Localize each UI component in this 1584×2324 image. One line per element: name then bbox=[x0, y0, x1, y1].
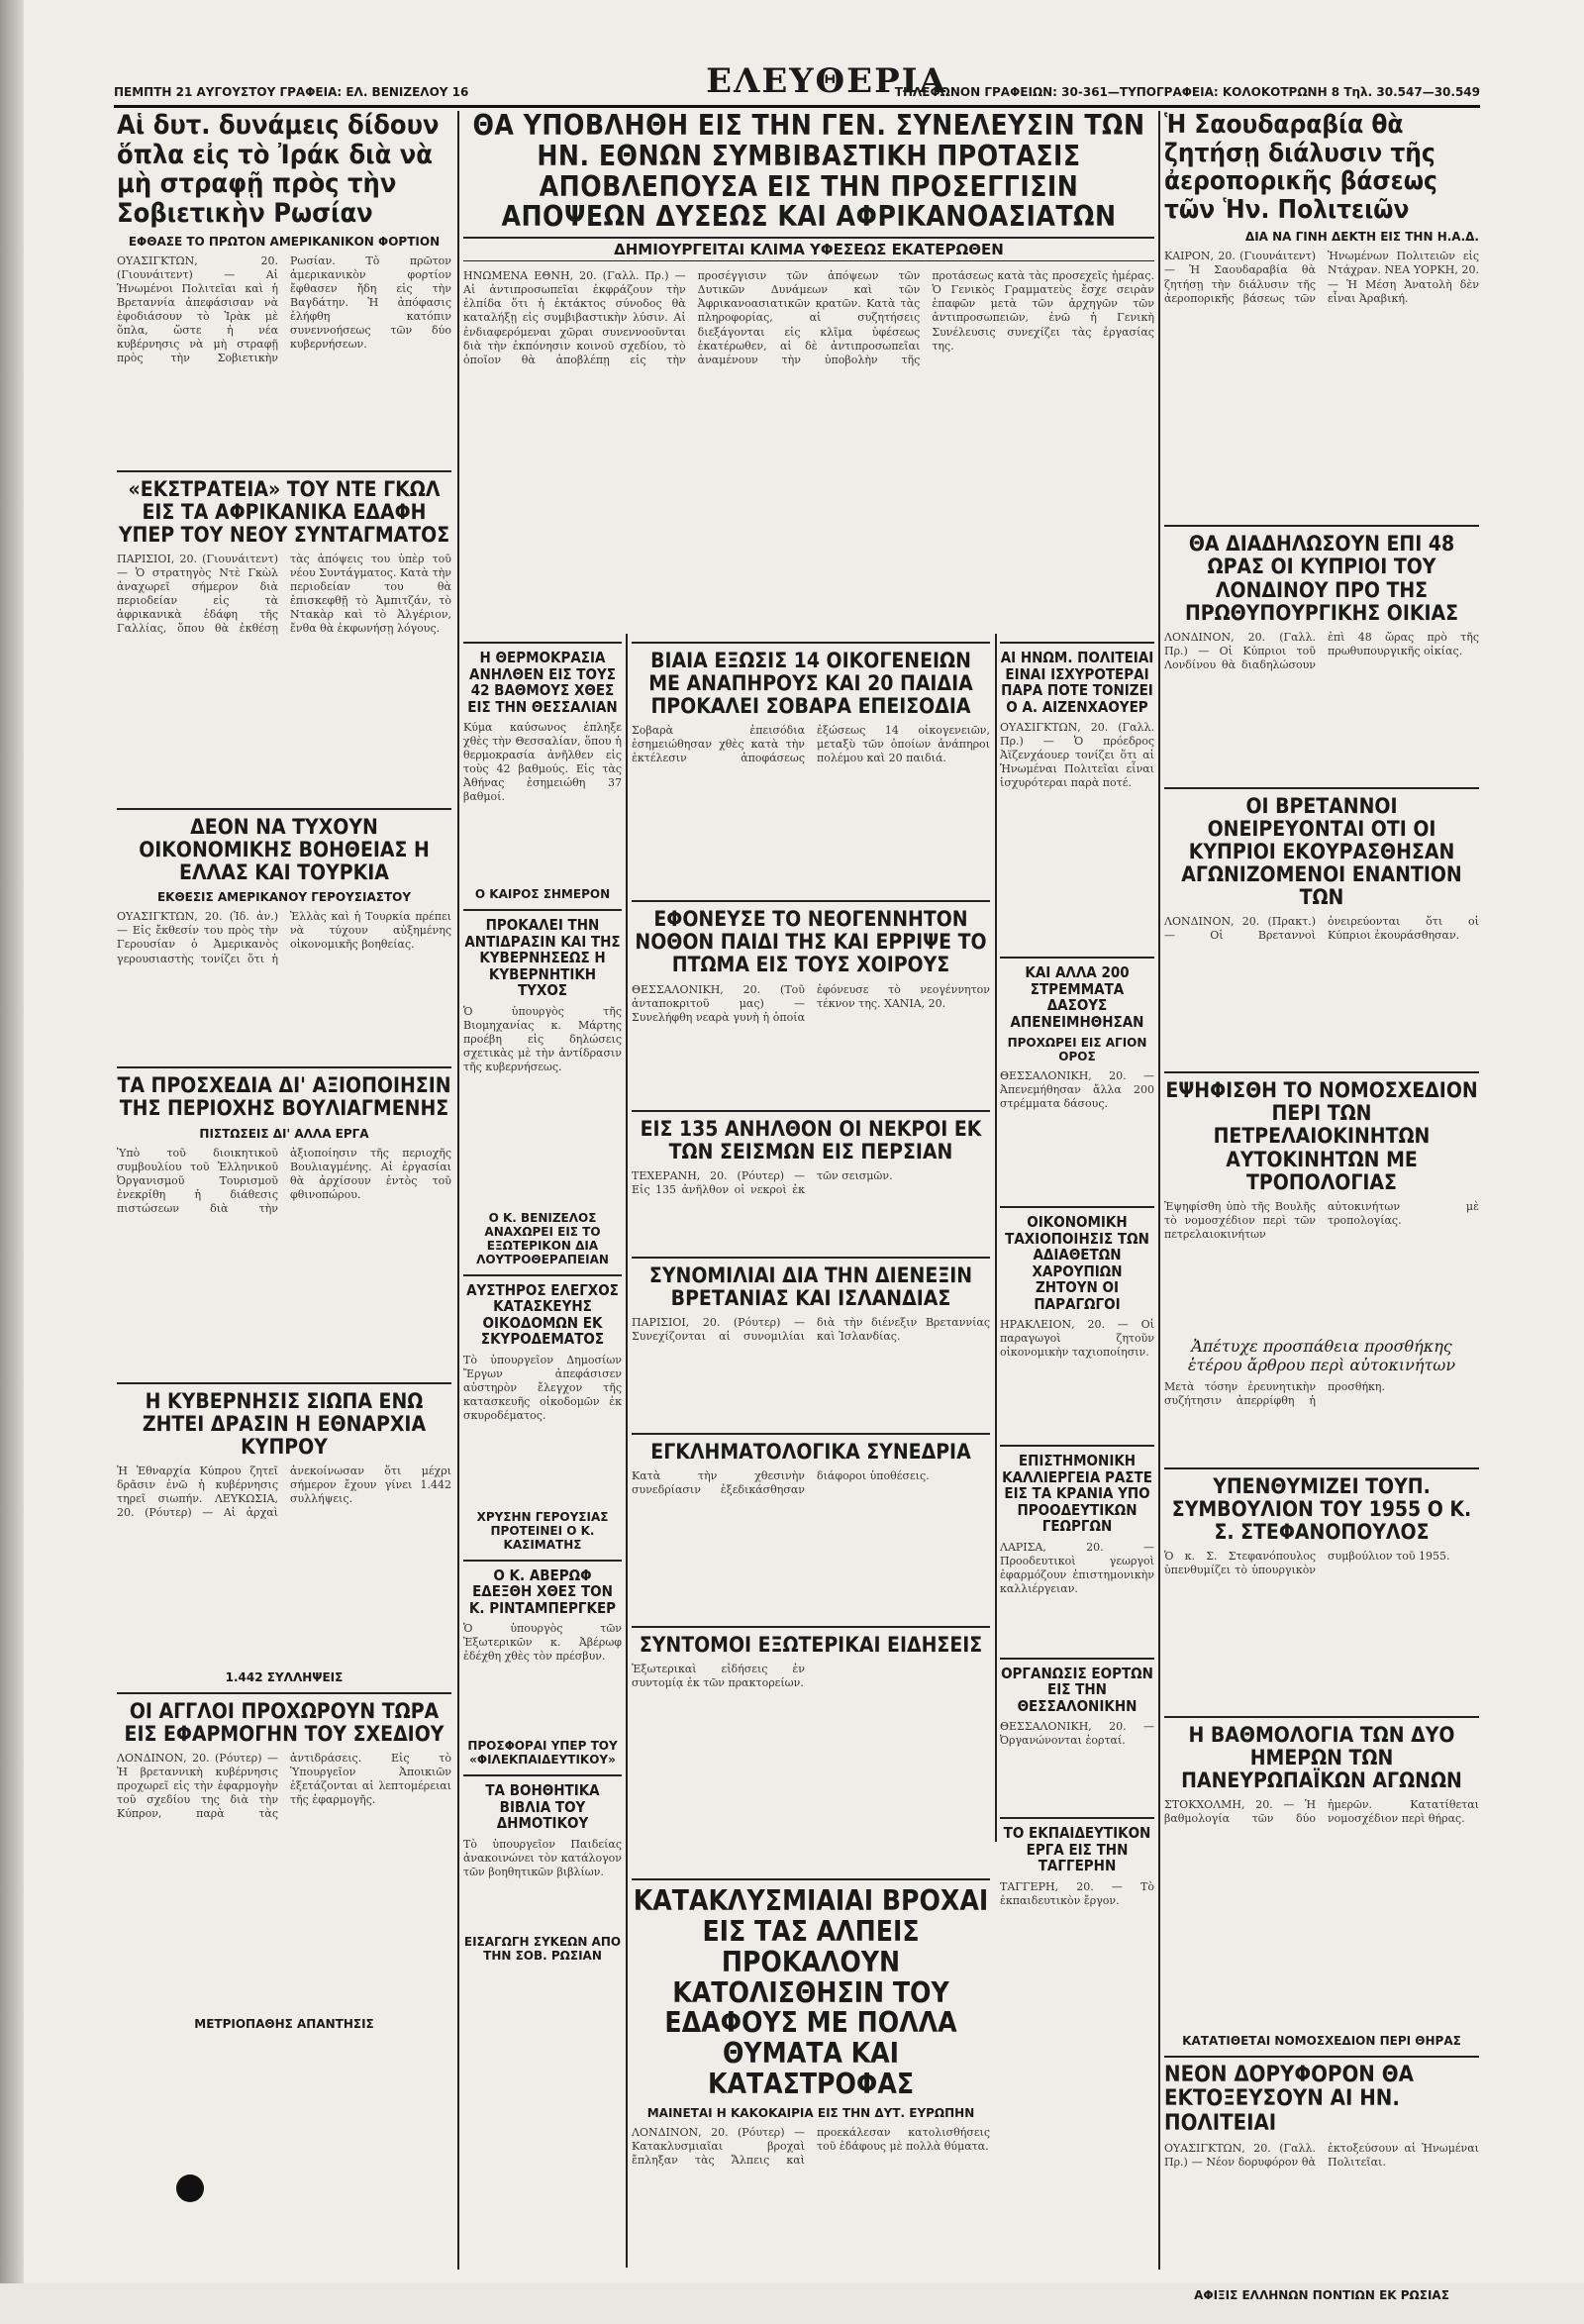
middle-column-3 bbox=[1000, 634, 1154, 1907]
article-headline: ΕΠΙΣΤΗΜΟΝΙΚΗ ΚΑΛΛΙΕΡΓΕΙΑ ΡΑΣΤΕ ΕΙΣ ΤΑ ΚΡΑΝΙΑ ΥΠΟ ΠΡΟΟΔΕΥΤΙΚΩΝ ΓΕΩΡΓΩΝ bbox=[1002, 1452, 1152, 1535]
article bbox=[463, 1774, 622, 1963]
article-headline: ΟΙΚΟΝΟΜΙΚΗ ΤΑΧΙΟΠΟΙΗΣΙΣ ΤΩΝ ΑΔΙΑΘΕΤΩΝ ΧΑΡΟΥΠΙΩΝ ΖΗΤΟΥΝ ΟΙ ΠΑΡΑΓΩΓΟΙ bbox=[1005, 1213, 1149, 1313]
article bbox=[463, 1274, 622, 1552]
masthead bbox=[114, 63, 1480, 101]
article-kicker: Ο ΚΑΙΡΟΣ ΣΗΜΕΡΟΝ bbox=[474, 887, 611, 901]
lead-body: ΗΝΩΜΕΝΑ ΕΘΝΗ, 20. (Γαλλ. Πρ.) — Αἱ ἀντιπροσωπεῖαι ἐκφράζουν τὴν ἐλπίδα ὅτι ἡ ἐκτάκτος σύνοδος θὰ καταλήξῃ εἰς συμβιβαστικὴν λύσιν. Αἱ ἐνδιαφερόμεναι χῶραι συνεννοοῦνται διὰ τὴν ἐκπόνησιν κοινοῦ σχεδίου, τὸ ὁποῖον θὰ ἀποβλέπῃ εἰς τὴν προσέγγισιν τῶν ἀπόψεων τῶν Δυτικῶν Δυνάμεων καὶ τῶν Ἀφρικανοασιατικῶν κρατῶν. Κατὰ τὰς πληροφορίας, αἱ συζητήσεις διεξάγονται εἰς κλῖμα ὑφέσεως ἑκατέρωθεν, αἱ δὲ ἀντιπροσωπεῖαι ἀναμένουν τὴν ὑποβολὴν τῆς προτάσεως κατὰ τὰς προσεχεῖς ἡμέρας. Ὁ Γενικὸς Γραμματεὺς ἔσχε σειρὰν ἐπαφῶν μετὰ τῶν ἀρχηγῶν τῶν ἀντιπροσωπειῶν, ἐνῶ ἡ Γενικὴ Συνέλευσις συνεχίζει τὰς ἐργασίας της. bbox=[463, 269, 1154, 366]
article-headline: ΟΡΓΑΝΩΣΙΣ ΕΟΡΤΩΝ ΕΙΣ ΤΗΝ ΘΕΣΣΑΛΟΝΙΚΗΝ bbox=[1001, 1664, 1153, 1715]
masthead-rule bbox=[114, 105, 1480, 108]
article-kicker: ΠΡΟΣΦΟΡΑΙ ΥΠΕΡ ΤΟΥ «ΦΙΛΕΚΠΑΙΔΕΥΤΙΚΟΥ» bbox=[467, 1739, 618, 1767]
article-body: Ἐξωτερικαὶ εἰδήσεις ἐν συντομίᾳ ἐκ τῶν πρακτορείων. bbox=[632, 1663, 805, 1690]
article-body: Ὁ ὑπουργὸς τῶν Ἐξωτερικῶν κ. Ἀβέρωφ ἐδέχθη χθὲς τὸν πρέσβυν. bbox=[463, 1622, 622, 1664]
article-headline: «ΕΚΣΤΡΑΤΕΙΑ» ΤΟΥ ΝΤΕ ΓΚΩΛ ΕΙΣ ΤΑ ΑΦΡΙΚΑΝΙΚΑ ΕΔΑΦΗ ΥΠΕΡ ΤΟΥ ΝΕΟΥ ΣΥΝΤΑΓΜΑΤΟΣ bbox=[118, 476, 450, 547]
masthead-phones: ΤΗΛΕΦΩΝΟΝ ΓΡΑΦΕΙΩΝ: 30-361—ΤΥΠΟΓΡΑΦΕΙΑ: ΚΟΛΟΚΟΤΡΩΝΗ 8 Τηλ. 30.547—30.549 bbox=[894, 85, 1480, 99]
article-body: Τὸ ὑπουργεῖον Παιδείας ἀνακοινώνει τὸν κατάλογον τῶν βοηθητικῶν βιβλίων. bbox=[463, 1837, 622, 1878]
article-headline: ΣΥΝΟΜΙΛΙΑΙ ΔΙΑ ΤΗΝ ΔΙΕΝΕΞΙΝ ΒΡΕΤΑΝΙΑΣ ΚΑΙ ΙΣΛΑΝΔΙΑΣ bbox=[648, 1263, 973, 1310]
article-body: ΘΕΣΣΑΛΟΝΙΚΗ, 20. (Τοῦ ἀνταποκριτοῦ μας) — Συνελήφθη νεαρὰ γυνὴ ἡ ὁποία ἐφόνευσε τὸ νεογέννητον τέκνον της. ΧΑΝΙΑ, 20. bbox=[632, 982, 990, 1024]
article bbox=[1000, 642, 1154, 949]
article-kicker: ΜΑΙΝΕΤΑΙ Η ΚΑΚΟΚΑΙΡΙΑ ΕΙΣ ΤΗΝ ΔΥΤ. ΕΥΡΩΠΗΝ bbox=[646, 2105, 975, 2120]
column-divider bbox=[995, 634, 997, 1842]
column-divider bbox=[1158, 111, 1160, 2270]
lead-story bbox=[463, 111, 1154, 604]
article-kicker: ΠΙΣΤΩΣΕΙΣ ΔΙ' ΑΛΛΑ ΕΡΓΑ bbox=[199, 1126, 369, 1141]
article-kicker: ΔΙΑ ΝΑ ΓΙΝΗ ΔΕΚΤΗ ΕΙΣ ΤΗΝ Η.Α.Δ. bbox=[1244, 230, 1479, 245]
article-body: ΘΕΣΣΑΛΟΝΙΚΗ, 20. — Ἀπενεμήθησαν ἄλλα 200 στρέμματα δάσους. bbox=[1000, 1069, 1154, 1111]
article-body: ΟΥΑΣΙΓΚΤΩΝ, 20. (Γιουνάιτεντ) — Αἱ Ἡνωμένοι Πολιτεῖαι καὶ ἡ Βρεταννία ἀπεφάσισαν νὰ ἐφοδιάσουν τὸ Ἰρὰκ μὲ ὅπλα, ὥστε ἡ νέα κυβέρνησις νὰ μὴ στραφῇ πρὸς τὴν Σοβιετικὴν Ρωσίαν. Τὸ πρῶτον ἀμερικανικὸν φορτίον ἔφθασεν ἤδη εἰς τὴν Βαγδάτην. Ἡ ἀπόφασις ἐλήφθη κατόπιν συνεννοήσεως τῶν δύο κυβερνήσεων. bbox=[117, 253, 451, 365]
lead-headline: ΘΑ ΥΠΟΒΛΗΘΗ ΕΙΣ ΤΗΝ ΓΕΝ. ΣΥΝΕΛΕΥΣΙΝ ΤΩΝ ΗΝ. ΕΘΝΩΝ ΣΥΜΒΙΒΑΣΤΙΚΗ ΠΡΟΤΑΣΙΣ ΑΠΟΒΛΕΠΟΥΣΑ ΕΙΣ ΤΗΝ ΠΡΟΣΕΓΓΙΣΙΝ ΑΠΟΨΕΩΝ ΔΥΣΕΩΣ ΚΑΙ ΑΦΡΙΚΑΝΟΑΣΙΑΤΩΝ bbox=[472, 109, 1145, 234]
article-kicker: ΕΙΣΑΓΩΓΗ ΣΥΚΕΩΝ ΑΠΟ ΤΗΝ ΣΟΒ. ΡΩΣΙΑΝ bbox=[463, 1934, 622, 1963]
lead-subheadline: ΔΗΜΙΟΥΡΓΕΙΤΑΙ ΚΛΙΜΑ ΥΦΕΣΕΩΣ ΕΚΑΤΕΡΩΘΕΝ bbox=[463, 237, 1154, 261]
article-kicker: ΕΦΘΑΣΕ ΤΟ ΠΡΩΤΟΝ ΑΜΕΡΙΚΑΝΙΚΟΝ ΦΟΡΤΙΟΝ bbox=[128, 234, 441, 249]
article-headline: Αἱ δυτ. δυνάμεις δίδουν ὅπλα εἰς τὸ Ἰράκ διὰ νὰ μὴ στραφῇ πρὸς τὴν Σοβιετικὴν Ρωσίαν bbox=[117, 110, 440, 230]
article-headline: ΣΥΝΤΟΜΟΙ ΕΞΩΤΕΡΙΚΑΙ ΕΙΔΗΣΕΙΣ bbox=[639, 1633, 983, 1658]
article bbox=[1000, 1817, 1154, 1970]
article bbox=[117, 470, 451, 800]
article-headline: ΑΥΣΤΗΡΟΣ ΕΛΕΓΧΟΣ ΚΑΤΑΣΚΕΥΗΣ ΟΙΚΟΔΟΜΩΝ ΕΚ ΣΚΥΡΟΔΕΜΑΤΟΣ bbox=[466, 1280, 619, 1348]
article-body: ΤΕΧΕΡΑΝΗ, 20. (Ρόυτερ) — Εἰς 135 ἀνῆλθον οἱ νεκροὶ ἐκ τῶν σεισμῶν. bbox=[632, 1168, 893, 1196]
article bbox=[1164, 1071, 1479, 1459]
article-headline: ΚΑΤΑΚΛΥΣΜΙΑΙΑΙ ΒΡΟΧΑΙ ΕΙΣ ΤΑΣ ΑΛΠΕΙΣ ΠΡΟΚΑΛΟΥΝ ΚΑΤΟΛΙΣΘΗΣΙΝ ΤΟΥ ΕΔΑΦΟΥΣ ΜΕ ΠΟΛΛΑ ΘΥΜΑΤΑ ΚΑΙ ΚΑΤΑΣΤΡΟΦΑΣ bbox=[633, 1884, 989, 2100]
article-body: Ὑπὸ τοῦ διοικητικοῦ συμβουλίου τοῦ Ἑλληνικοῦ Ὀργανισμοῦ Τουρισμοῦ ἐνεκρίθη ἡ διάθεσις πιστώσεων διὰ τὴν ἀξιοποίησιν τῆς περιοχῆς Βουλιαγμένης. Αἱ ἐργασίαι θὰ ἀρχίσουν ἐντὸς τοῦ φθινοπώρου. bbox=[117, 1146, 451, 1215]
article-body: ΛΑΡΙΣΑ, 20. — Προοδευτικοὶ γεωργοὶ ἐφαρμόζουν ἐπιστημονικὴν καλλιέργειαν. bbox=[1000, 1540, 1154, 1595]
article bbox=[1000, 1206, 1154, 1437]
article-headline: Η ΒΑΘΜΟΛΟΓΙΑ ΤΩΝ ΔΥΟ ΗΜΕΡΩΝ ΤΩΝ ΠΑΝΕΥΡΩΠΑΪΚΩΝ ΑΓΩΝΩΝ bbox=[1181, 1722, 1462, 1793]
article-body: Κατὰ τὴν χθεσινὴν συνεδρίασιν ἐξεδικάσθησαν διάφοροι ὑποθέσεις. bbox=[632, 1469, 930, 1497]
article-kicker: Ἀπέτυχε προσπάθεια προσθήκης ἑτέρου ἄρθρου περὶ αὐτοκινήτων bbox=[1187, 1336, 1456, 1374]
article bbox=[117, 1692, 451, 2031]
article-headline: Ἡ Σαουδαραβία θὰ ζητήσῃ διάλυσιν τῆς ἀεροπορικῆς βάσεως τῶν Ἡν. Πολιτειῶν bbox=[1164, 110, 1437, 225]
article-body: ΣΤΟΚΧΟΛΜΗ, 20. — Ἡ βαθμολογία τῶν δύο ἡμερῶν. Κατατίθεται νομοσχέδιον περὶ θήρας. bbox=[1164, 1798, 1479, 1826]
article-body: ΘΕΣΣΑΛΟΝΙΚΗ, 20. — Ὀργανώνονται ἑορταί. bbox=[1000, 1720, 1154, 1748]
article bbox=[1164, 525, 1479, 778]
article-kicker: ΕΚΘΕΣΙΣ ΑΜΕΡΙΚΑΝΟΥ ΓΕΡΟΥΣΙΑΣΤΟΥ bbox=[156, 890, 412, 905]
article bbox=[117, 808, 451, 1059]
article-body: ΛΟΝΔΙΝΟΝ, 20. (Ρόυτερ) — Ἡ βρεταννικὴ κυβέρνησις προχωρεῖ εἰς τὴν ἐφαρμογὴν τοῦ σχεδίου της διὰ τὴν Κύπρον, παρὰ τὰς ἀντιδράσεις. Εἰς τὸ Ὑπουργεῖον Ἀποικιῶν ἐξετάζονται αἱ λεπτομέρειαι τῆς ἐφαρμογῆς. bbox=[117, 1751, 451, 1821]
article bbox=[117, 111, 451, 462]
article-body: ΗΡΑΚΛΕΙΟΝ, 20. — Οἱ παραγωγοὶ ζητοῦν οἰκονομικὴν ταχιοποίησιν. bbox=[1000, 1318, 1154, 1360]
article bbox=[632, 1433, 990, 1618]
article bbox=[117, 1066, 451, 1373]
article-headline: ΟΙ ΑΓΓΛΟΙ ΠΡΟΧΩΡΟΥΝ ΤΩΡΑ ΕΙΣ ΕΦΑΡΜΟΓΗΝ ΤΟΥ ΣΧΕΔΙΟΥ bbox=[124, 1698, 445, 1746]
article bbox=[463, 1560, 622, 1768]
article-headline: ΔΕΟΝ ΝΑ ΤΥΧΟΥΝ ΟΙΚΟΝΟΜΙΚΗΣ ΒΟΗΘΕΙΑΣ Η ΕΛΛΑΣ ΚΑΙ ΤΟΥΡΚΙΑ bbox=[139, 815, 430, 885]
article bbox=[1000, 957, 1154, 1198]
article-body: ΛΟΝΔΙΝΟΝ, 20. (Πρακτ.) — Οἱ Βρεταννοὶ ὀνειρεύονται ὅτι οἱ Κύπριοι ἐκουράσθησαν. bbox=[1164, 915, 1479, 943]
article bbox=[632, 642, 990, 892]
page-edge-shadow bbox=[0, 0, 24, 2283]
article bbox=[632, 1626, 990, 1870]
article-body: Ὁ κ. Σ. Στεφανόπουλος ὑπενθυμίζει τὸ ὑπουργικὸν συμβούλιον τοῦ 1955. bbox=[1164, 1549, 1450, 1577]
article-body: Μετὰ τόσην ἐρευνητικὴν συζήτησιν ἀπερρίφθη ἡ προσθήκη. bbox=[1164, 1379, 1386, 1407]
article bbox=[632, 1878, 990, 2324]
article bbox=[1164, 111, 1479, 517]
article bbox=[1000, 1445, 1154, 1650]
article bbox=[632, 1257, 990, 1425]
article-headline: ΕΙΣ 135 ΑΝΗΛΘΟΝ ΟΙ ΝΕΚΡΟΙ ΕΚ ΤΩΝ ΣΕΙΣΜΩΝ ΕΙΣ ΠΕΡΣΙΑΝ bbox=[640, 1116, 982, 1163]
article bbox=[463, 642, 622, 901]
article-headline: ΟΙ ΒΡΕΤΑΝΝΟΙ ΟΝΕΙΡΕΥΟΝΤΑΙ ΟΤΙ ΟΙ ΚΥΠΡΙΟΙ ΕΚΟΥΡΑΣΘΗΣΑΝ ΑΓΩΝΙΖΟΜΕΝΟΙ ΕΝΑΝΤΙΟΝ ΤΩΝ bbox=[1181, 793, 1462, 910]
article-headline: ΥΠΕΝΘΥΜΙΖΕΙ ΤΟΥΠ. ΣΥΜΒΟΥΛΙΟΝ ΤΟΥ 1955 Ο Κ. Σ. ΣΤΕΦΑΝΟΠΟΥΛΟΣ bbox=[1171, 1473, 1472, 1544]
article-body: Ἐψηφίσθη ὑπὸ τῆς Βουλῆς τὸ νομοσχέδιον περὶ τῶν πετρελαιοκινήτων αὐτοκινήτων μὲ τροπολογίας. bbox=[1164, 1199, 1479, 1241]
article-kicker: ΧΡΥΣΗΝ ΓΕΡΟΥΣΙΑΣ ΠΡΟΤΕΙΝΕΙ Ο Κ. ΚΑΣΙΜΑΤΗΣ bbox=[476, 1509, 609, 1552]
article-headline: ΚΑΙ ΑΛΛΑ 200 ΣΤΡΕΜΜΑΤΑ ΔΑΣΟΥΣ ΑΠΕΝΕΙΜΗΘΗΣΑΝ bbox=[1010, 963, 1144, 1031]
article-headline: Η ΘΕΡΜΟΚΡΑΣΙΑ ΑΝΗΛΘΕΝ ΕΙΣ ΤΟΥΣ 42 ΒΑΘΜΟΥΣ ΧΘΕΣ ΕΙΣ ΤΗΝ ΘΕΣΣΑΛΙΑΝ bbox=[467, 649, 618, 716]
article-headline: ΕΦΟΝΕΥΣΕ ΤΟ ΝΕΟΓΕΝΝΗΤΟΝ ΝΟΘΟΝ ΠΑΙΔΙ ΤΗΣ ΚΑΙ ΕΡΡΙΨΕ ΤΟ ΠΤΩΜΑ ΕΙΣ ΤΟΥΣ ΧΟΙΡΟΥΣ bbox=[635, 907, 987, 977]
article-body: ΛΟΝΔΙΝΟΝ, 20. (Γαλλ. Πρ.) — Οἱ Κύπριοι τοῦ Λονδίνου θὰ διαδηλώσουν ἐπὶ 48 ὥρας πρὸ τῆς πρωθυπουργικῆς οἰκίας. bbox=[1164, 630, 1479, 671]
article-kicker: ΜΕΤΡΙΟΠΑΘΗΣ ΑΠΑΝΤΗΣΙΣ bbox=[194, 2016, 374, 2031]
article-headline: ΒΙΑΙΑ ΕΞΩΣΙΣ 14 ΟΙΚΟΓΕΝΕΙΩΝ ΜΕ ΑΝΑΠΗΡΟΥΣ ΚΑΙ 20 ΠΑΙΔΙΑ ΠΡΟΚΑΛΕΙ ΣΟΒΑΡΑ ΕΠΕΙΣΟΔΙΑ bbox=[648, 649, 973, 719]
article-kicker: Ο Κ. ΒΕΝΙΖΕΛΟΣ ΑΝΑΧΩΡΕΙ ΕΙΣ ΤΟ ΕΞΩΤΕΡΙΚΟΝ ΔΙΑ ΛΟΥΤΡΟΘΕΡΑΠΕΙΑΝ bbox=[476, 1210, 609, 1266]
article-headline: ΑΙ ΗΝΩΜ. ΠΟΛΙΤΕΙΑΙ ΕΙΝΑΙ ΙΣΧΥΡΟΤΕΡΑΙ ΠΑΡΑ ΠΟΤΕ ΤΟΝΙΖΕΙ Ο Α. ΑΙΖΕΝΧΑΟΥΕΡ bbox=[1000, 649, 1154, 716]
right-column bbox=[1164, 110, 1479, 2302]
article-kicker: ΚΑΤΑΤΙΘΕΤΑΙ ΝΟΜΟΣΧΕΔΙΟΝ ΠΕΡΙ ΘΗΡΑΣ bbox=[1182, 2034, 1461, 2049]
article-body: ΛΟΝΔΙΝΟΝ, 20. (Ρόυτερ) — Κατακλυσμιαῖαι βροχαὶ ἔπληξαν τὰς Ἄλπεις καὶ προεκάλεσαν κατολισθήσεις τοῦ ἐδάφους μὲ πολλὰ θύματα. bbox=[632, 2125, 990, 2167]
ink-blot bbox=[176, 2174, 204, 2202]
article-body: ΟΥΑΣΙΓΚΤΩΝ, 20. (Γαλλ. Πρ.) — Νέον δορυφόρον θὰ ἐκτοξεύσουν αἱ Ἡνωμέναι Πολιτεῖαι. bbox=[1164, 2141, 1479, 2169]
article-body: Σοβαρὰ ἐπεισόδια ἐσημειώθησαν χθὲς κατὰ τὴν ἐκτέλεσιν ἀποφάσεως ἐξώσεως 14 οἰκογενειῶν, μεταξὺ τῶν ὁποίων ἀνάπηροι πολέμου καὶ 20 παιδιά. bbox=[632, 724, 990, 765]
article-body: ΠΑΡΙΣΙΟΙ, 20. (Γιουνάιτεντ) — Ὁ στρατηγὸς Ντὲ Γκὼλ ἀναχωρεῖ σήμερον διὰ περιοδείαν εἰς τὰ ἀφρικανικὰ ἐδάφη τῆς Γαλλίας, ὅπου θὰ ἐκθέσῃ τὰς ἀπόψεις του ὑπὲρ τοῦ νέου Συντάγματος. Κατὰ τὴν περιοδείαν του θὰ ἐπισκεφθῇ τὸ Ἀμπιτζάν, τὸ Ντακὰρ καὶ τὸ Ἀλγέριον, ἔνθα θὰ ἐκφωνήσῃ λόγους. bbox=[117, 553, 451, 636]
article-kicker: ΠΡΟΧΩΡΕΙ ΕΙΣ ΑΓΙΟΝ ΟΡΟΣ bbox=[1007, 1036, 1147, 1063]
newspaper-title: ΕΛΕΥΘΕΡΙΑ bbox=[706, 61, 947, 101]
article-body: ΟΥΑΣΙΓΚΤΩΝ, 20. (Ἰδ. ἀν.) — Εἰς ἔκθεσίν του πρὸς τὴν Γερουσίαν ὁ Ἀμερικανὸς γερουσιαστὴς τονίζει ὅτι ἡ Ἑλλὰς καὶ ἡ Τουρκία πρέπει νὰ τύχουν αὐξημένης οἰκονομικῆς βοηθείας. bbox=[117, 910, 451, 965]
article-headline: ΝΕΟΝ ΔΟΡΥΦΟΡΟΝ ΘΑ ΕΚΤΟΞΕΥΣΟΥΝ ΑΙ ΗΝ. ΠΟΛΙΤΕΙΑΙ bbox=[1164, 2063, 1414, 2136]
column-divider bbox=[626, 634, 628, 2268]
article-headline: ΤΑ ΒΟΗΘΗΤΙΚΑ ΒΙΒΛΙΑ ΤΟΥ ΔΗΜΟΤΙΚΟΥ bbox=[485, 1781, 600, 1832]
article-kicker: 1.442 ΣΥΛΛΗΨΕΙΣ bbox=[225, 1669, 344, 1684]
article-headline: ΘΑ ΔΙΑΔΗΛΩΣΟΥΝ ΕΠΙ 48 ΩΡΑΣ ΟΙ ΚΥΠΡΙΟΙ ΤΟΥ ΛΟΝΔΙΝΟΥ ΠΡΟ ΤΗΣ ΠΡΩΘΥΠΟΥΡΓΙΚΗΣ ΟΙΚΙΑΣ bbox=[1184, 532, 1459, 625]
article-kicker: ΑΦΙΞΙΣ ΕΛΛΗΝΩΝ ΠΟΝΤΙΩΝ ΕΚ ΡΩΣΙΑΣ bbox=[1194, 2287, 1449, 2302]
article-headline: ΤΟ ΕΚΠΑΙΔΕΥΤΙΚΟΝ ΕΡΓΑ ΕΙΣ ΤΗΝ ΤΑΓΓΕΡΗΝ bbox=[1003, 1824, 1151, 1874]
article bbox=[1164, 2056, 1479, 2302]
article-headline: Ο Κ. ΑΒΕΡΩΦ ΕΔΕΞΘΗ ΧΘΕΣ ΤΟΝ Κ. ΡΙΝΤΑΜΠΕΡΓΚΕΡ bbox=[468, 1566, 617, 1617]
article-headline: ΕΨΗΦΙΣΘΗ ΤΟ ΝΟΜΟΣΧΕΔΙΟΝ ΠΕΡΙ ΤΩΝ ΠΕΤΡΕΛΑΙΟΚΙΝΗΤΩΝ ΑΥΤΟΚΙΝΗΤΩΝ ΜΕ ΤΡΟΠΟΛΟΓΙΑΣ bbox=[1165, 1078, 1478, 1194]
article-body: Ἡ Ἐθναρχία Κύπρου ζητεῖ δρᾶσιν ἐνῶ ἡ κυβέρνησις τηρεῖ σιωπήν. ΛΕΥΚΩΣΙΑ, 20. (Ρόυτερ) — Αἱ ἀρχαὶ ἀνεκοίνωσαν ὅτι μέχρι σήμερον ἔχουν γίνει 1.442 συλλήψεις. bbox=[117, 1464, 451, 1520]
article-body: Κύμα καύσωνος ἐπληξε χθὲς τὴν Θεσσαλίαν, ὅπου ἡ θερμοκρασία ἀνῆλθεν εἰς τοὺς 42 βαθμούς. Εἰς τὰς Ἀθήνας ἐσημειώθη 37 βαθμοί. bbox=[463, 721, 622, 804]
article-body: Τὸ ὑπουργεῖον Δημοσίων Ἔργων ἀπεφάσισεν αὐστηρὸν ἔλεγχον τῆς κατασκευῆς οἰκοδομῶν ἐκ σκυροδέματος. bbox=[463, 1353, 622, 1422]
masthead-date-address: ΠΕΜΠΤΗ 21 ΑΥΓΟΥΣΤΟΥ ΓΡΑΦΕΙΑ: ΕΛ. ΒΕΝΙΖΕΛΟΥ 16 bbox=[114, 85, 469, 99]
article-headline: ΕΓΚΛΗΜΑΤΟΛΟΓΙΚΑ ΣΥΝΕΔΡΙΑ bbox=[650, 1439, 971, 1464]
middle-column-1 bbox=[463, 634, 622, 2268]
article-headline: Η ΚΥΒΕΡΝΗΣΙΣ ΣΙΩΠΑ ΕΝΩ ΖΗΤΕΙ ΔΡΑΣΙΝ Η ΕΘΝΑΡΧΙΑ ΚΥΠΡΟΥ bbox=[142, 1388, 427, 1459]
middle-column-2 bbox=[632, 634, 990, 2268]
article-body: ΤΑΓΓΕΡΗ, 20. — Τὸ ἐκπαιδευτικὸν ἔργον. bbox=[1000, 1879, 1154, 1907]
article bbox=[1164, 1467, 1479, 1708]
article-body: ΚΑΙΡΟΝ, 20. (Γιουνάιτεντ) — Ἡ Σαουδαραβία θὰ ζητήσῃ τὴν διάλυσιν τῆς ἀεροπορικῆς βάσεως τῶν Ἡνωμένων Πολιτειῶν εἰς Ντάχραν. ΝΕΑ ΥΟΡΚΗ, 20. — Ἡ Μέση Ἀνατολὴ δὲν εἶναι Ἀραβική. bbox=[1164, 250, 1479, 305]
article-body: ΟΥΑΣΙΓΚΤΩΝ, 20. (Γαλλ. Πρ.) — Ὁ πρόεδρος Ἀϊζενχάουερ τονίζει ὅτι αἱ Ἡνωμέναι Πολιτεῖαι εἶναι ἰσχυρότεραι παρὰ ποτέ. bbox=[1000, 721, 1154, 790]
article bbox=[1164, 787, 1479, 1063]
article-body: Ὁ ὑπουργὸς τῆς Βιομηχανίας κ. Μάρτης προέβη εἰς δηλώσεις σχετικὰς μὲ τὴν ἀντίδρασιν τῆς κυβερνήσεως. bbox=[463, 1004, 622, 1073]
article-headline: ΤΑ ΠΡΟΣΧΕΔΙΑ ΔΙ' ΑΞΙΟΠΟΙΗΣΙΝ ΤΗΣ ΠΕΡΙΟΧΗΣ ΒΟΥΛΙΑΓΜΕΝΗΣ bbox=[117, 1073, 451, 1121]
article bbox=[632, 900, 990, 1101]
left-column bbox=[117, 111, 451, 2270]
article-body: ΠΑΡΙΣΙΟΙ, 20. (Ρόυτερ) — Συνεχίζονται αἱ συνομιλίαι διὰ τὴν διένεξιν Βρεταννίας καὶ Ἰσλανδίας. bbox=[632, 1315, 990, 1344]
article bbox=[463, 909, 622, 1266]
article bbox=[632, 1110, 990, 1249]
article-headline: ΠΡΟΚΑΛΕΙ ΤΗΝ ΑΝΤΙΔΡΑΣΙΝ ΚΑΙ ΤΗΣ ΚΥΒΕΡΝΗΣΕΩΣ Η ΚΥΒΕΡΝΗΤΙΚΗ ΤΥΧΟΣ bbox=[464, 916, 621, 999]
article bbox=[1000, 1658, 1154, 1810]
article bbox=[117, 1382, 451, 1684]
column-divider bbox=[457, 111, 459, 2270]
article bbox=[1164, 1716, 1479, 2048]
